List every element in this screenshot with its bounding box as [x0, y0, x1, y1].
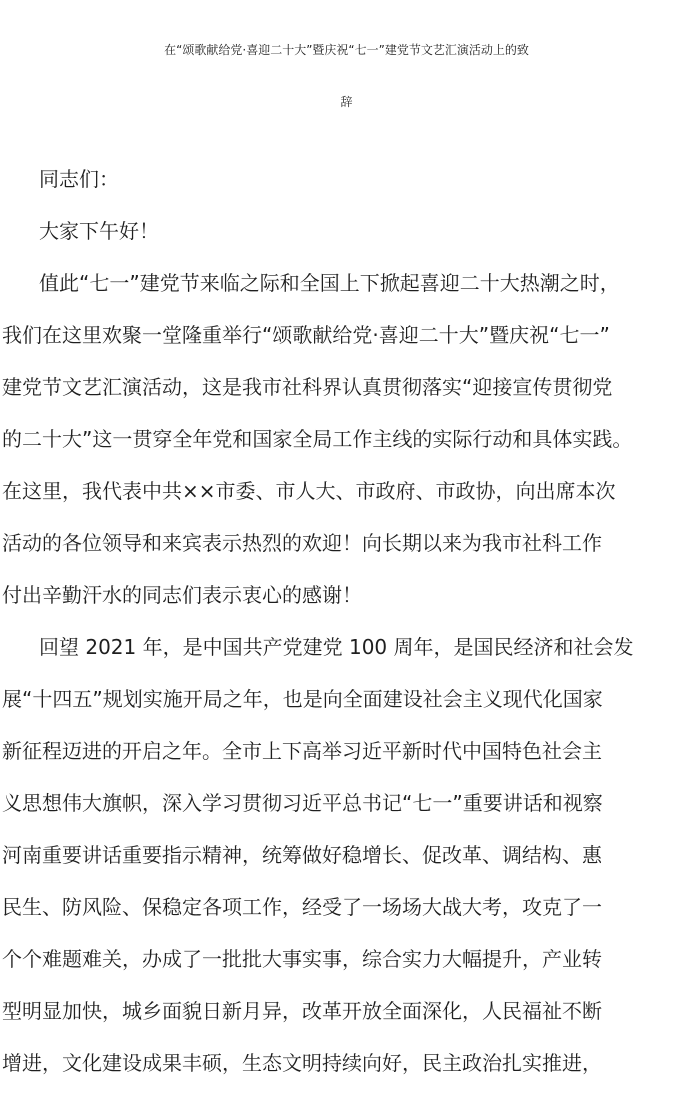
paragraph-2-line-1: 回望 2021 年，是中国共产党建党 100 周年，是国民经济和社会发: [39, 635, 634, 659]
paragraph-2-line-4: 义思想伟大旗帜，深入学习贯彻习近平总书记“七一”重要讲话和视察: [2, 791, 603, 815]
paragraph-1-line-7: 付出辛勤汗水的同志们表示衷心的感谢！: [2, 583, 362, 607]
paragraph-1-line-6: 活动的各位领导和来宾表示热烈的欢迎！向长期以来为我市社科工作: [2, 531, 602, 555]
salutation: 同志们：: [39, 167, 119, 191]
paragraph-2-line-6: 民生、防风险、保稳定各项工作，经受了一场场大战大考，攻克了一: [2, 895, 602, 919]
paragraph-2-line-7: 个个难题难关，办成了一批批大事实事，综合实力大幅提升，产业转: [2, 947, 602, 971]
paragraph-1-line-4: 的二十大”这一贯穿全年党和国家全局工作主线的实际行动和具体实践。: [2, 427, 633, 451]
paragraph-2-line-8: 型明显加快，城乡面貌日新月异，改革开放全面深化，人民福祉不断: [2, 999, 602, 1023]
paragraph-1-line-5: 在这里，我代表中共××市委、市人大、市政府、市政协，向出席本次: [2, 479, 616, 503]
paragraph-2-line-5: 河南重要讲话重要指示精神，统筹做好稳增长、促改革、调结构、惠: [2, 843, 602, 867]
paragraph-1-line-1: 值此“七一”建党节来临之际和全国上下掀起喜迎二十大热潮之时，: [39, 271, 620, 295]
paragraph-2-line-2: 展“十四五”规划实施开局之年，也是向全面建设社会主义现代化国家: [2, 687, 603, 711]
greeting: 大家下午好！: [39, 219, 159, 243]
paragraph-1-line-2: 我们在这里欢聚一堂隆重举行“颂歌献给党·喜迎二十大”暨庆祝“七一”: [2, 323, 610, 347]
paragraph-2-line-9: 增进，文化建设成果丰硕，生态文明持续向好，民主政治扎实推进，: [2, 1051, 602, 1075]
paragraph-1-line-3: 建党节文艺汇演活动，这是我市社科界认真贯彻落实“迎接宣传贯彻党: [2, 375, 613, 399]
title-line-1: 在“颂歌献给党·喜迎二十大”暨庆祝“七一”建党节文艺汇演活动上的致: [164, 43, 529, 57]
title-line-2: 辞: [340, 95, 353, 109]
paragraph-2-line-3: 新征程迈进的开启之年。全市上下高举习近平新时代中国特色社会主: [2, 739, 602, 763]
